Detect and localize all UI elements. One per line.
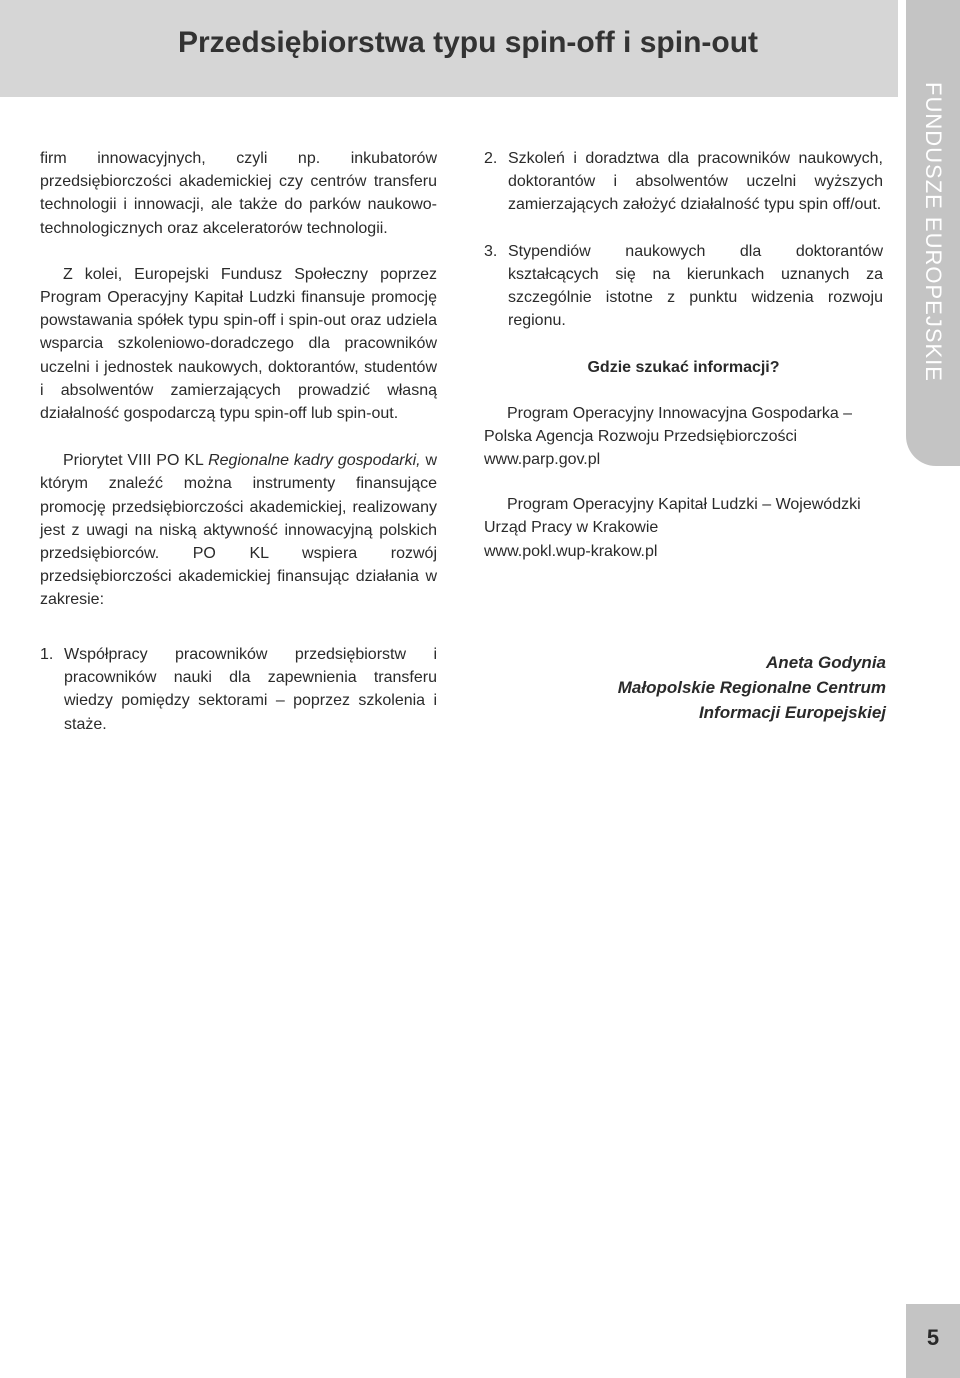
list-item-text: Stypendiów naukowych dla doktorantów kształcących się na kierunkach uznanych za szczególnie istotne z punktu widzenia rozwoju regionu. bbox=[508, 242, 883, 330]
list-item-number: 3. bbox=[484, 242, 498, 260]
footer-url-link[interactable]: msp.krakow.pl bbox=[780, 1331, 882, 1348]
info-heading: Gdzie szukać informacji? bbox=[587, 359, 780, 377]
list-item-text: Współpracy pracowników przedsiębiorstw i pracowników nauki dla zapewnienia transferu wiedzy pomiędzy sektorami – poprzez szkolenia i staże. bbox=[64, 646, 437, 733]
list-item-text: Szkoleń i doradztwa dla pracowników naukowych, doktorantów i absolwentów uczelni wyższych zamierzających założyć działalność typu spin off/out. bbox=[508, 150, 883, 214]
author-org-line1: Małopolskie Regionalne Centrum bbox=[617, 678, 886, 697]
priority-text-end: w którym znaleźć można instrumenty finansujące promocję przedsiębiorczości akademickiej, realizowany jest z uwagi na niską aktywność innowacyjną polskich przedsiębiorców. PO KL wspiera rozwój przedsiębiorczości akademickiej finansując działania w zakresie: bbox=[40, 452, 438, 609]
program1-url-link[interactable]: www.parp.gov.pl bbox=[484, 451, 601, 469]
left-column bbox=[40, 147, 437, 612]
header-bar bbox=[0, 0, 898, 97]
left-list bbox=[40, 643, 437, 736]
program1-line1: Program Operacyjny Innowacyjna Gospodarka – bbox=[507, 404, 853, 422]
list-item-number: 2. bbox=[484, 150, 498, 167]
page-title: Przedsiębiorstwa typu spin-off i spin-out bbox=[178, 26, 759, 59]
paragraph-intro: firm innowacyjnych, czyli np. inkubatorów przedsiębiorczości akademickiej czy centrów transferu technologii i innowacji, ale także do parków naukowo-technologicznych oraz akceleratorów technologii. bbox=[40, 150, 437, 237]
program1-line2: Polska Agencja Rozwoju Przedsiębiorczości bbox=[484, 427, 798, 445]
paragraph-efs: Z kolei, Europejski Fundusz Społeczny poprzez Program Operacyjny Kapitał Ludzki finansuje promocję powstawania spółek typu spin-off i spin-out oraz udziela wsparcia szkoleniowo-doradczego dla pracowników uczelni i jednostek naukowych, doktorantów, studentów i absolwentów zamierzających prowadzić własną działalność gospodarczą typu spin-off lub spin-out. bbox=[40, 265, 437, 423]
author-name: Aneta Godynia bbox=[766, 653, 886, 672]
author-org-line2: Informacji Europejskiej bbox=[698, 703, 886, 722]
priority-text-start: Priorytet VIII PO KL bbox=[63, 452, 209, 470]
section-side-tab bbox=[906, 0, 960, 466]
paragraph-priority bbox=[40, 449, 437, 611]
author-signature bbox=[618, 650, 886, 725]
list-item bbox=[484, 240, 883, 333]
list-item bbox=[40, 643, 437, 736]
right-column bbox=[484, 147, 883, 563]
page-number-box bbox=[906, 1304, 960, 1378]
page-number: 5 bbox=[926, 1325, 940, 1350]
list-item-number: 1. bbox=[40, 646, 54, 663]
program2-url-link[interactable]: www.pokl.wup-krakow.pl bbox=[484, 542, 658, 560]
priority-name: Regionalne kadry gospodarki, bbox=[208, 452, 421, 470]
program2-line2: Urząd Pracy w Krakowie bbox=[484, 519, 659, 537]
program2-line1: Program Operacyjny Kapitał Ludzki – Wojewódzki bbox=[507, 496, 861, 514]
list-item bbox=[484, 147, 883, 217]
section-side-tab-label: FUNDUSZE EUROPEJSKIE bbox=[921, 82, 946, 382]
